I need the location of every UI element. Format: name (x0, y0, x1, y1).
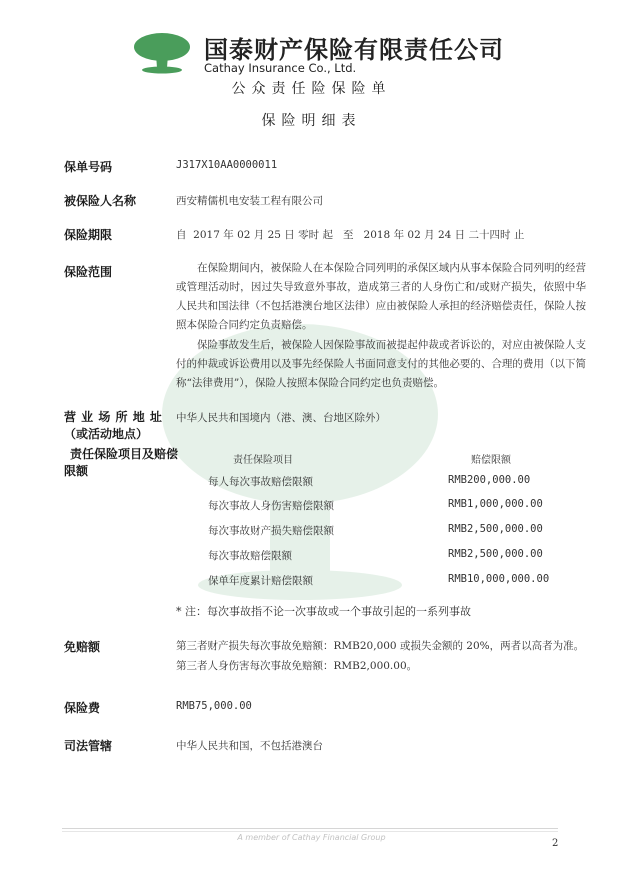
footer-divider (62, 831, 558, 832)
liability-row-amount: RMB1,000,000.00 (448, 498, 543, 510)
period-label: 保险期限 (64, 228, 113, 242)
scope-paragraph-2: 保险事故发生后，被保险人因保险事故而被提起仲裁或者诉讼的，对应由被保险人支付的仲裁或诉讼费用以及事先经保险人书面同意支付的其他必要的、合理的费用（以下简称“法律费用”），保险人按照本保险合同约定也负责赔偿。 (176, 339, 586, 389)
liability-row-amount: RMB10,000,000.00 (448, 573, 550, 585)
premium-label: 保险费 (64, 701, 101, 715)
cathay-tree-logo-icon (133, 32, 191, 74)
liability-label: 责任保险项目及赔偿 (70, 447, 179, 461)
liability-row-amount: RMB2,500,000.00 (448, 548, 543, 560)
scope-label: 保险范围 (64, 265, 113, 279)
policy-number-label: 保单号码 (64, 160, 113, 174)
business-location-label-2: （或活动地点） (64, 427, 149, 441)
footer-divider (62, 828, 558, 829)
scope-paragraph-1: 在保险期间内，被保险人在本保险合同列明的承保区域内从事本保险合同列明的经营或管理活动时，因过失导致意外事故，造成第三者的人身伤亡和/或财产损失，依照中华人民共和国法律（不包括港澳台地区法律）应由被保险人承担的经济赔偿责任，保险人按照本保险合同约定负责赔偿。 (176, 262, 586, 331)
insured-value: 西安精儒机电安装工程有限公司 (176, 195, 323, 207)
policy-number-value: J317X10AA0000011 (176, 159, 278, 171)
liability-row-item: 保单年度累计赔偿限额 (208, 575, 313, 587)
liability-column-item: 责任保险项目 (233, 455, 293, 466)
jurisdiction-label: 司法管辖 (64, 739, 113, 753)
company-name-cn: 国泰财产保险有限责任公司 (204, 36, 504, 64)
premium-value: RMB75,000.00 (176, 700, 252, 712)
business-location-value: 中华人民共和国境内（港、澳、台地区除外） (176, 412, 386, 424)
liability-note: * 注：每次事故指不论一次事故或一个事故引起的一系列事故 (176, 605, 471, 618)
jurisdiction-value: 中华人民共和国，不包括港澳台 (176, 740, 323, 752)
company-name-en: Cathay Insurance Co., Ltd. (204, 61, 357, 75)
liability-label-2: 限额 (64, 464, 89, 478)
deductible-line-1: 第三者财产损失每次事故免赔额：RMB20,000 或损失金额的 20%，两者以高者为准。 (176, 640, 585, 652)
deductible-label: 免赔额 (64, 640, 101, 654)
liability-row-amount: RMB2,500,000.00 (448, 523, 543, 535)
document-type: 公众责任险保险单 (231, 81, 392, 97)
liability-row-item: 每人每次事故赔偿限额 (208, 476, 313, 488)
liability-row-item: 每次事故财产损失赔偿限额 (208, 525, 334, 537)
insured-label: 被保险人名称 (64, 194, 137, 208)
period-value: 自 2017 年 02 月 25 日 零时 起 至 2018 年 02 月 24 日 二十四时 止 (176, 229, 525, 241)
liability-row-amount: RMB200,000.00 (448, 474, 531, 486)
liability-column-amount: 赔偿限额 (471, 455, 511, 466)
footer-tagline: A member of Cathay Financial Group (237, 833, 386, 842)
page-number: 2 (552, 838, 559, 849)
document-subtitle: 保险明细表 (261, 113, 362, 129)
liability-row-item: 每次事故人身伤害赔偿限额 (208, 500, 334, 512)
liability-row-item: 每次事故赔偿限额 (208, 550, 292, 562)
deductible-line-2: 第三者人身伤害每次事故免赔额：RMB2,000.00。 (176, 660, 418, 672)
business-location-label: 营 业 场 所 地 址 (64, 410, 163, 424)
